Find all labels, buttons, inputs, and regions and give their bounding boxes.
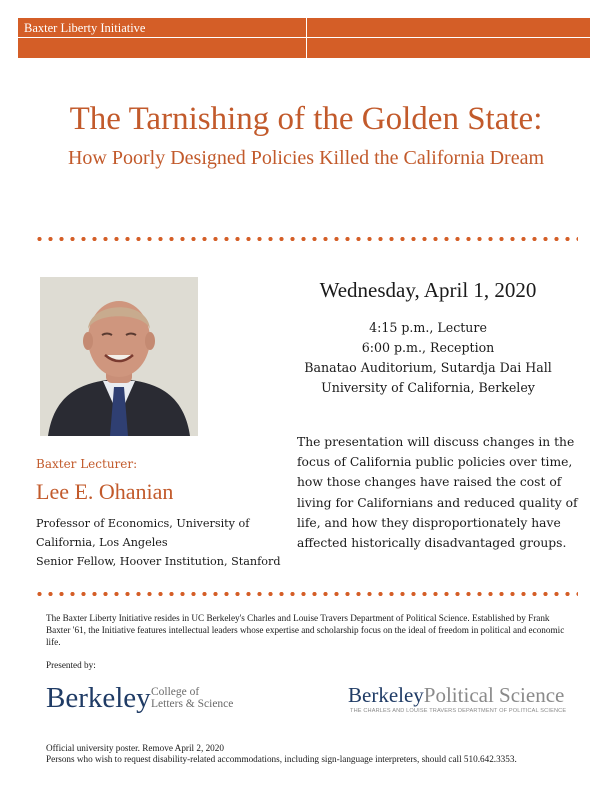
lecturer-affiliations (36, 514, 294, 571)
event-institution: University of California, Berkeley (321, 380, 535, 395)
org-name: Baxter Liberty Initiative (24, 21, 146, 35)
college-line-1: College of (151, 686, 200, 698)
header-rule (18, 37, 590, 38)
event-title: The Tarnishing of the Golden State: (69, 101, 543, 137)
accessibility-note: Persons who wish to request disability-related accommodations, including sign-language interpreters, should call 510.642.3353. (46, 754, 517, 764)
schedule-reception: 6:00 p.m., Reception (361, 340, 495, 355)
lecturer-name: Lee E. Ohanian (36, 479, 174, 504)
about-initiative: The Baxter Liberty Initiative resides in UC Berkeley's Charles and Louise Travers Department of Political Science. Established by Frank Baxter '61, the Initiative features intellectual leaders whose expertise and scholarship focus on the ideal of freedom in political and economic life. (46, 613, 565, 647)
ps-logo-department: THE CHARLES AND LOUISE TRAVERS DEPARTMENT OF POLITICAL SCIENCE (350, 708, 567, 714)
college-logo-text (151, 686, 233, 710)
poster-note: Official university poster. Remove April 2, 2020 (46, 743, 224, 753)
portrait-image (40, 277, 198, 436)
presented-by-label: Presented by: (46, 660, 96, 670)
affiliation-hoover: Senior Fellow, Hoover Institution, Stanford (36, 555, 281, 568)
event-subtitle: How Poorly Designed Policies Killed the California Dream (67, 147, 544, 169)
dotted-divider-bottom (34, 592, 578, 596)
dotted-divider-top (34, 237, 578, 241)
header-band (18, 18, 590, 58)
schedule-lecture: 4:15 p.m., Lecture (369, 320, 487, 335)
college-line-2: Letters & Science (151, 698, 234, 710)
header-divider (306, 18, 307, 58)
lecturer-photo (40, 277, 198, 436)
lecturer-label: Baxter Lecturer: (36, 457, 138, 471)
political-science-logo (348, 683, 564, 707)
berkeley-logo: Berkeley (46, 682, 151, 714)
event-description: The presentation will discuss changes in the focus of California public policies over time, how those changes have raised the cost of living for Californians and reduced quality of life, and how they disproportionately have affected historically disadvantaged groups. (297, 435, 578, 551)
ps-logo-berkeley: Berkeley (348, 683, 424, 707)
event-venue: Banatao Auditorium, Sutardja Dai Hall (304, 360, 552, 375)
ps-logo-name: Political Science (423, 683, 565, 707)
affiliation-ucla: Professor of Economics, University of California, Los Angeles (36, 517, 250, 549)
event-details (296, 318, 560, 398)
event-date: Wednesday, April 1, 2020 (319, 278, 537, 302)
